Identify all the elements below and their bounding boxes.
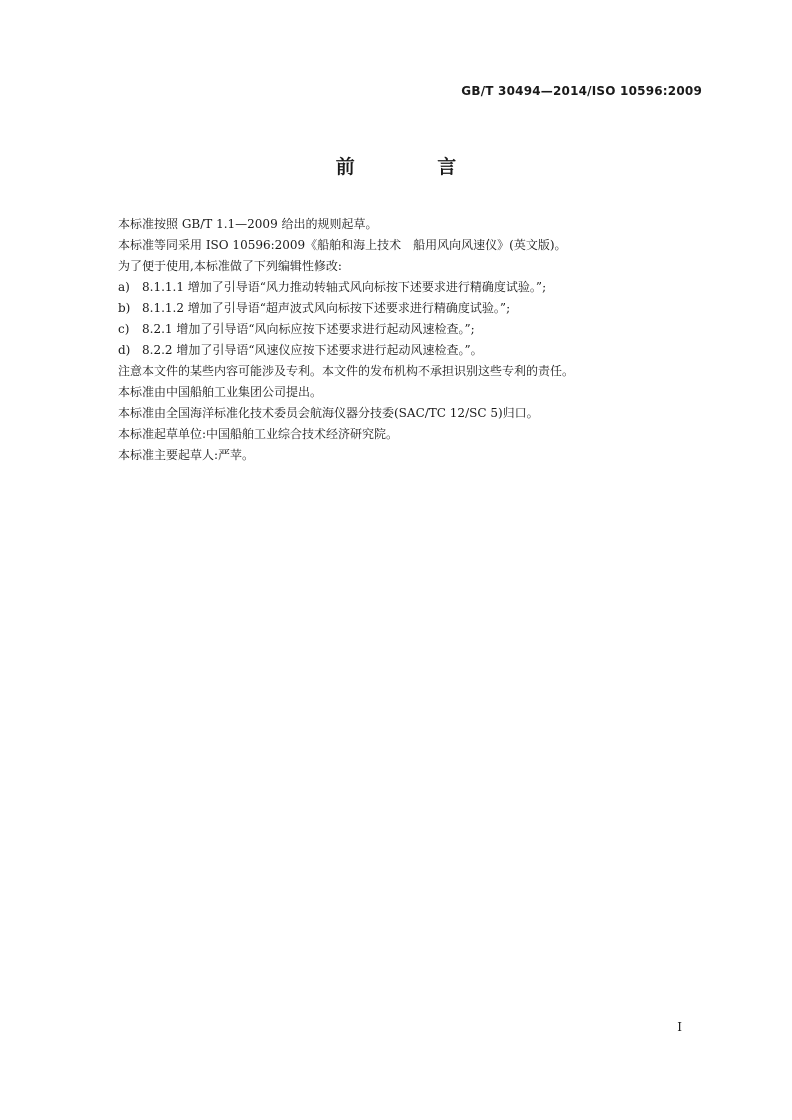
list-item — [118, 277, 698, 298]
paragraph-edits-intro: 为了便于使用,本标准做了下列编辑性修改: — [118, 259, 342, 273]
paragraph-drafting-organization: 本标准起草单位:中国船舶工业综合技术经济研究院。 — [118, 427, 399, 441]
page-number: I — [677, 1020, 682, 1034]
list-item-marker: b) — [118, 301, 131, 315]
list-item-text: 8.1.1.2 增加了引导语“超声波式风向标按下述要求进行精确度试验。”; — [142, 301, 511, 315]
paragraph-main-drafters: 本标准主要起草人:严苹。 — [118, 448, 255, 462]
list-item-marker: d) — [118, 343, 131, 357]
paragraph-drafting-rules: 本标准按照 GB/T 1.1—2009 给出的规则起草。 — [118, 217, 378, 231]
list-item — [118, 319, 698, 340]
standard-code-header: GB/T 30494—2014/ISO 10596:2009 — [461, 84, 702, 98]
list-item-text: 8.2.2 增加了引导语“风速仪应按下述要求进行起动风速检查。”。 — [142, 343, 483, 357]
list-item-marker: a) — [118, 280, 130, 294]
list-item-text: 8.1.1.1 增加了引导语“风力推动转轴式风向标按下述要求进行精确度试验。”; — [142, 280, 547, 294]
list-item — [118, 298, 698, 319]
paragraph-patent-notice: 注意本文件的某些内容可能涉及专利。本文件的发布机构不承担识别这些专利的责任。 — [118, 364, 575, 378]
list-item-text: 8.2.1 增加了引导语“风向标应按下述要求进行起动风速检查。”; — [142, 322, 475, 336]
list-item-marker: c) — [118, 322, 130, 336]
paragraph-adoption: 本标准等同采用 ISO 10596:2009《船舶和海上技术 船用风向风速仪》(英文版)。 — [118, 238, 567, 252]
page-title: 前 言 — [335, 156, 495, 178]
list-item — [118, 340, 698, 361]
paragraph-proposer: 本标准由中国船舶工业集团公司提出。 — [118, 385, 323, 399]
foreword-body — [118, 214, 698, 466]
paragraph-technical-committee: 本标准由全国海洋标准化技术委员会航海仪器分技委(SAC/TC 12/SC 5)归口。 — [118, 406, 539, 420]
